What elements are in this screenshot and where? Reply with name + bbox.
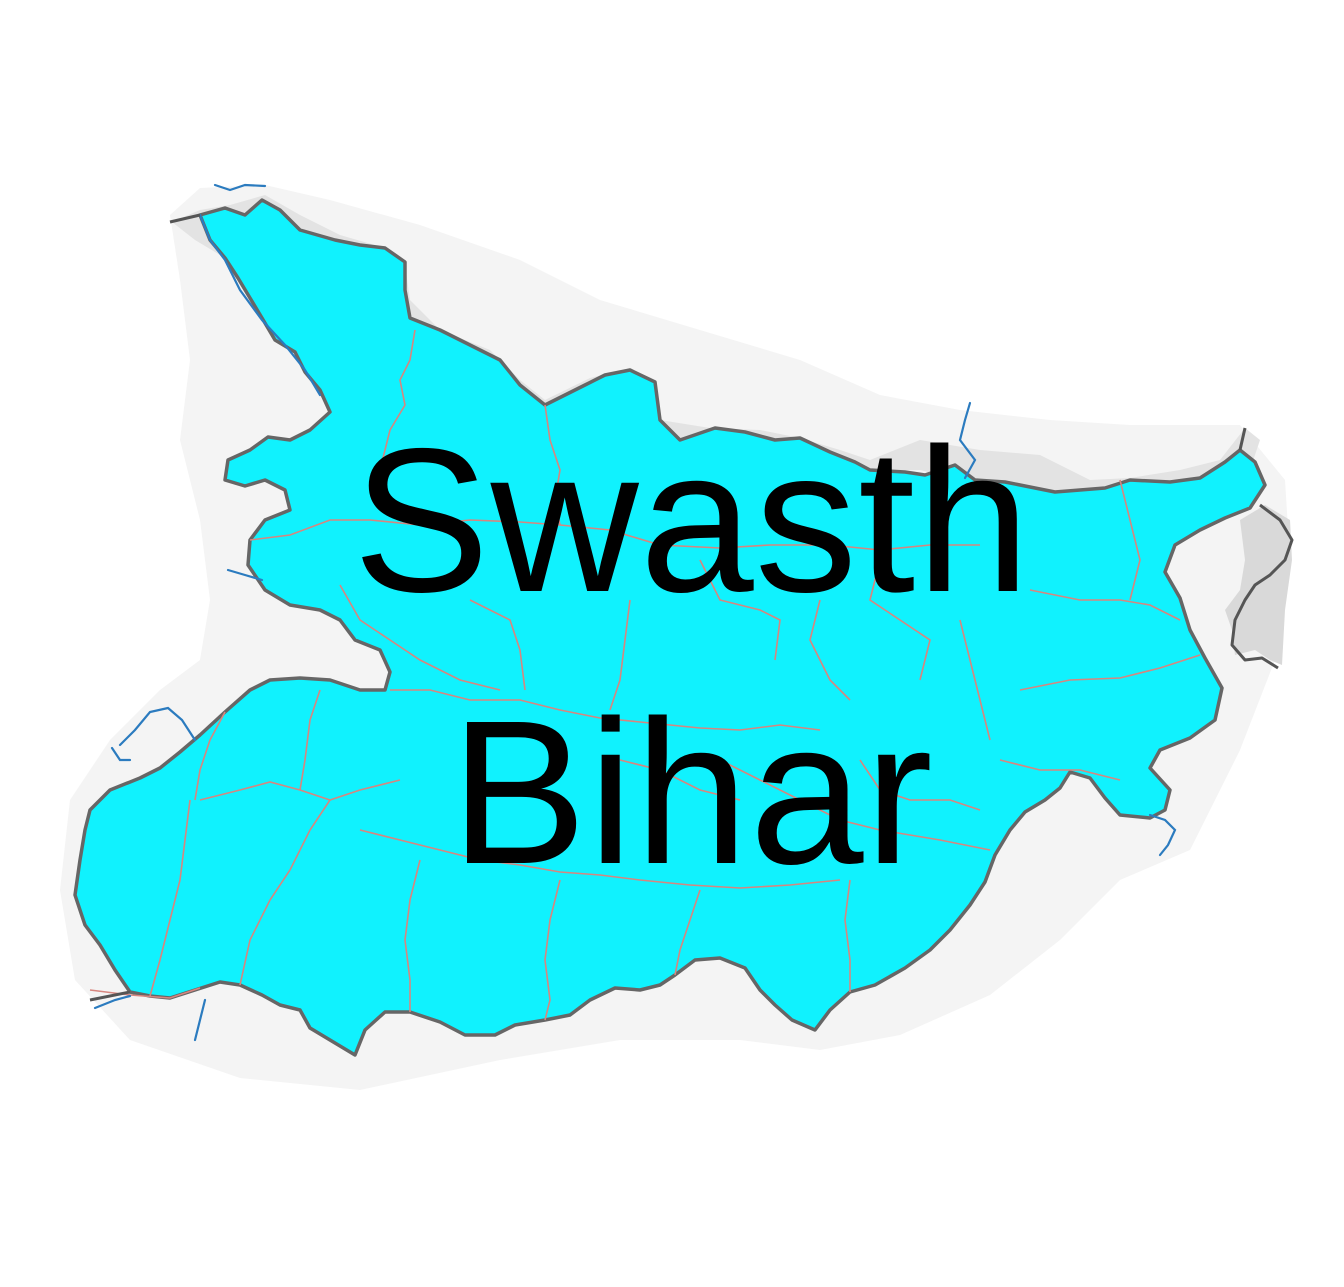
title-swasth: Swasth bbox=[352, 406, 1032, 635]
title-bihar: Bihar bbox=[450, 678, 934, 907]
